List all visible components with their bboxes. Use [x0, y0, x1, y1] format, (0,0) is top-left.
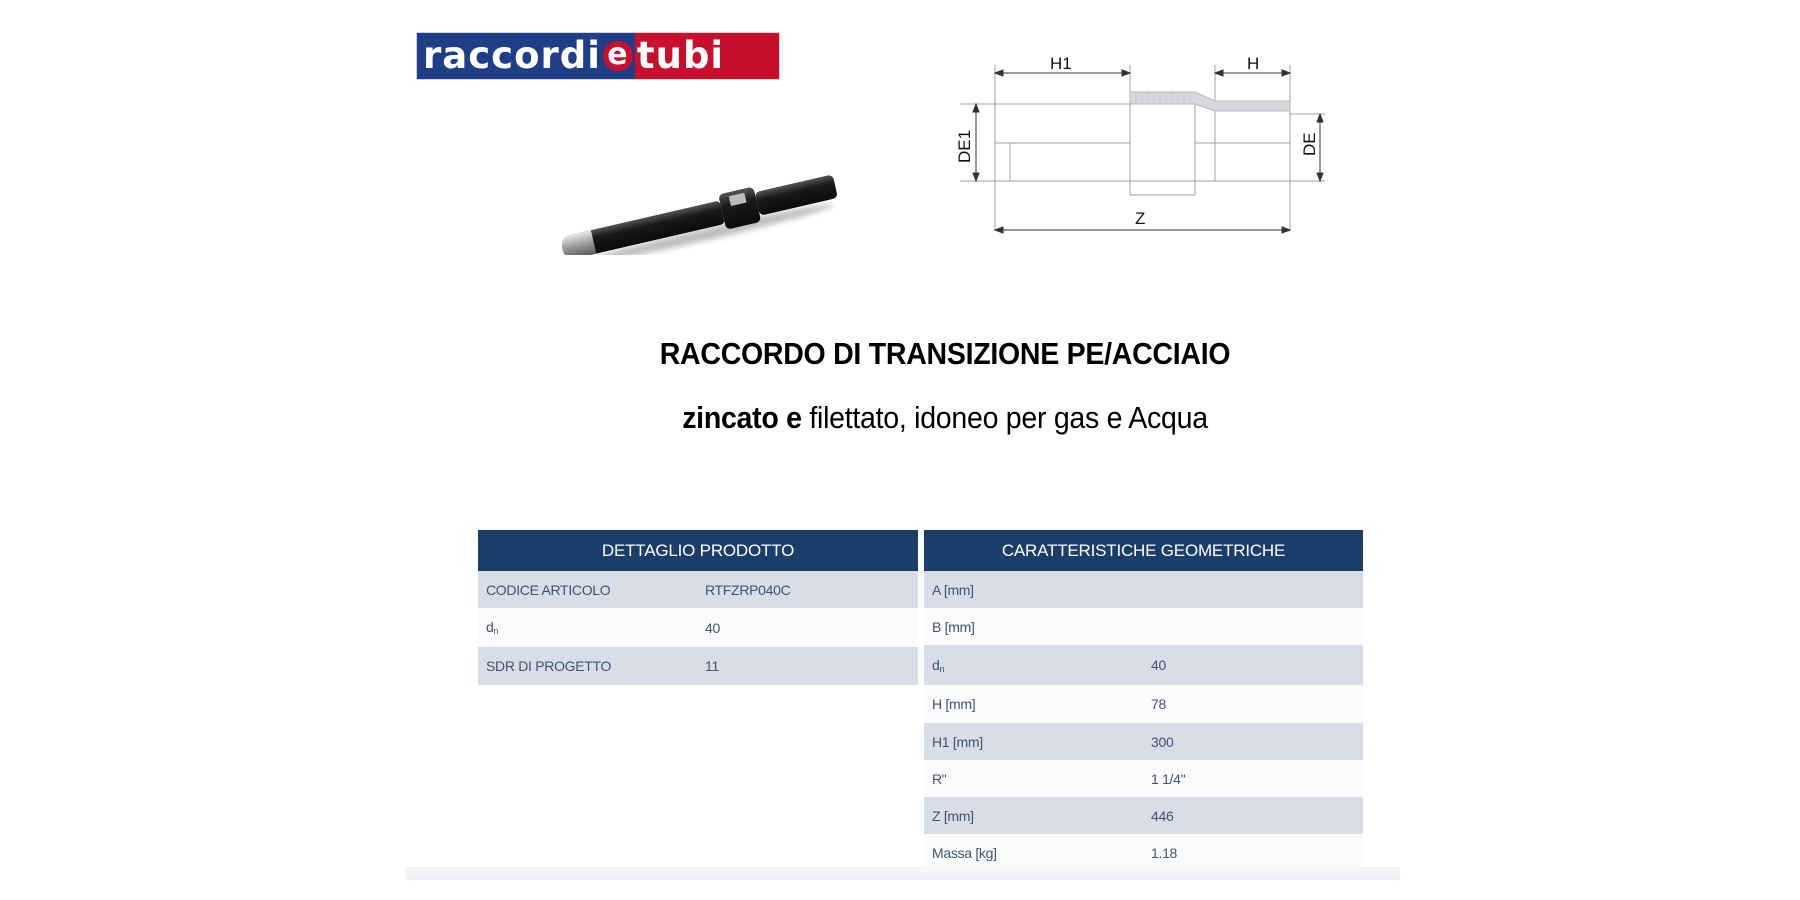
row-value: RTFZRP040C — [697, 571, 918, 608]
dim-label-h: H — [1247, 54, 1260, 73]
row-key: H1 [mm] — [924, 723, 1143, 760]
row-value: 40 — [697, 608, 918, 647]
logo-e-mark: e — [603, 41, 633, 71]
row-value: 1 1/4" — [1143, 760, 1363, 797]
logo-right-text: tubi — [636, 34, 725, 77]
logo-left — [417, 33, 635, 79]
subtitle-normal: filettato, idoneo per gas e Acqua — [801, 400, 1208, 435]
row-key: SDR DI PROGETTO — [478, 647, 697, 685]
row-value: 78 — [1143, 685, 1363, 723]
row-key: Massa [kg] — [924, 834, 1143, 871]
table-header-row — [478, 530, 918, 571]
table-row — [478, 608, 918, 647]
table-row — [924, 723, 1363, 760]
logo-left-text: raccordi — [423, 34, 601, 77]
dim-label-z: Z — [1135, 209, 1146, 228]
logo-right — [635, 33, 779, 79]
brand-logo — [416, 32, 780, 80]
table-row — [924, 760, 1363, 797]
row-key: H [mm] — [924, 685, 1143, 723]
table-row — [924, 797, 1363, 834]
row-value — [1143, 608, 1363, 645]
subtitle-bold: zincato e — [682, 400, 802, 435]
table-row — [924, 571, 1363, 608]
table-header: CARATTERISTICHE GEOMETRICHE — [924, 530, 1363, 571]
row-value: 1.18 — [1143, 834, 1363, 871]
table-header: DETTAGLIO PRODOTTO — [478, 530, 918, 571]
table-row — [478, 571, 918, 608]
geometry-table — [924, 530, 1363, 871]
row-key-main: d — [932, 656, 940, 673]
product-photo — [550, 155, 850, 255]
product-detail-table — [478, 530, 918, 685]
footer-band — [405, 866, 1400, 880]
row-key: A [mm] — [924, 571, 1143, 608]
technical-drawing — [950, 45, 1340, 245]
table-row — [924, 608, 1363, 645]
page-title: RACCORDO DI TRANSIZIONE PE/ACCIAIO — [659, 336, 1231, 371]
row-value: 446 — [1143, 797, 1363, 834]
row-value: 40 — [1143, 645, 1363, 685]
row-value — [1143, 571, 1363, 608]
dim-label-h1: H1 — [1050, 54, 1072, 73]
row-key-subscript: n — [493, 626, 499, 636]
table-row — [478, 647, 918, 685]
row-key-subscript: n — [939, 663, 945, 674]
row-key-main: d — [486, 619, 494, 635]
row-key: CODICE ARTICOLO — [478, 571, 697, 608]
row-value: 11 — [697, 647, 918, 685]
row-key: Z [mm] — [924, 797, 1143, 834]
dim-label-de1: DE1 — [955, 129, 974, 163]
row-value: 300 — [1143, 723, 1363, 760]
row-key: R" — [924, 760, 1143, 797]
row-key: B [mm] — [924, 608, 1143, 645]
table-header-row — [924, 530, 1363, 571]
row-key — [478, 608, 697, 647]
page-subtitle — [76, 400, 1800, 436]
dim-label-de: DE — [1300, 132, 1319, 156]
row-key — [924, 645, 1143, 685]
table-row — [924, 645, 1363, 685]
table-row — [924, 685, 1363, 723]
